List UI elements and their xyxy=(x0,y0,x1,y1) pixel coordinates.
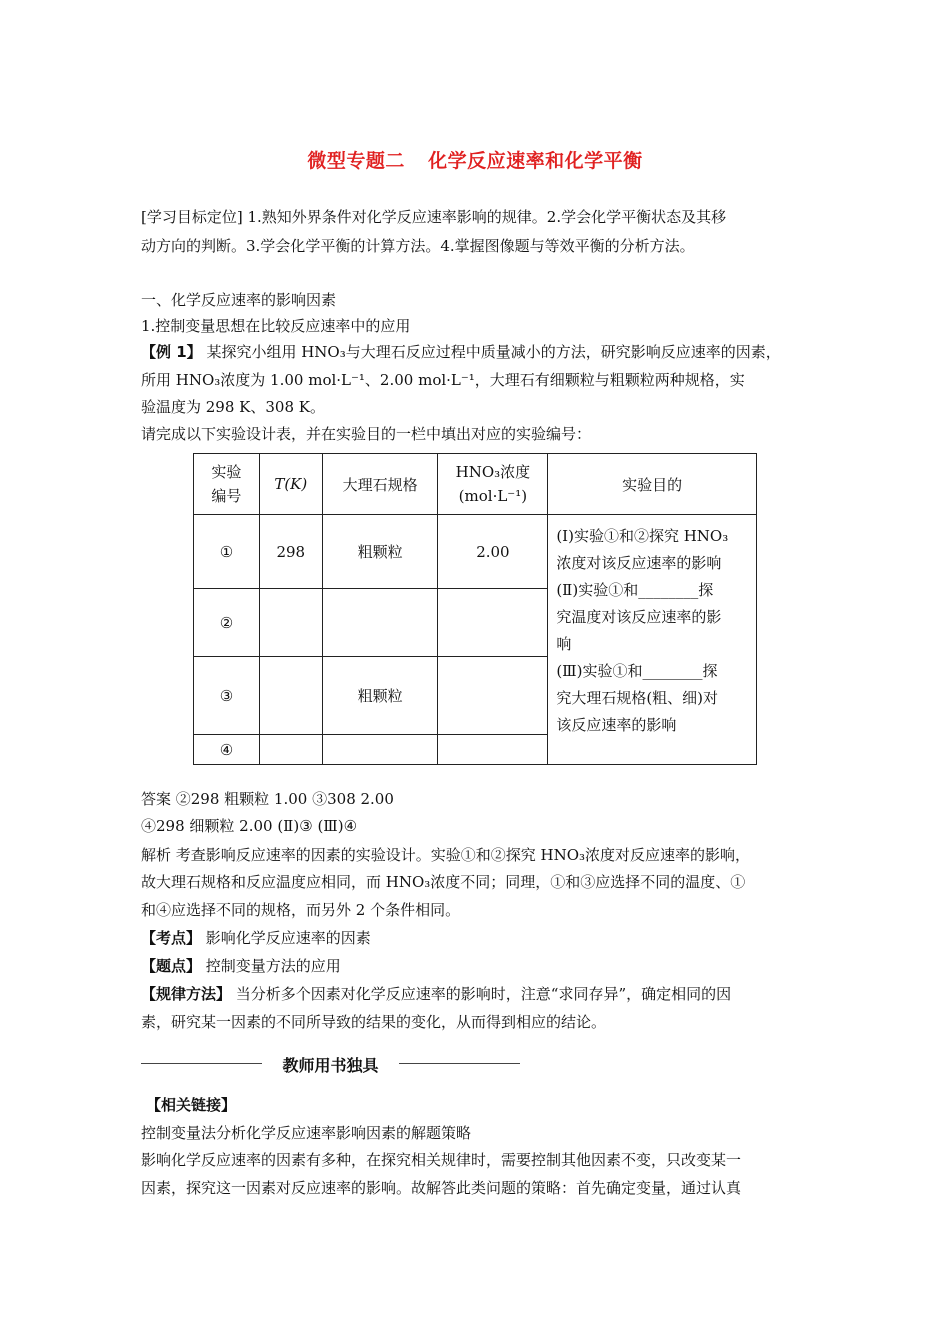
cell-conc xyxy=(438,589,548,657)
table-header-row xyxy=(194,454,757,515)
teacher-banner xyxy=(141,1053,521,1075)
analysis-line2: 故大理石规格和反应温度应相同，而 HNO₃浓度不同；同理，①和③应选择不同的温度、① xyxy=(141,873,746,891)
purpose-line: 响 xyxy=(556,635,572,653)
cell-marble xyxy=(322,735,438,765)
objectives-line1: [学习目标定位] 1.熟知外界条件对化学反应速率影响的规律。2.学会化学平衡状态及其移 xyxy=(141,208,727,226)
experiment-table xyxy=(193,453,757,765)
header-hno3-concentration: HNO₃浓度 (mol·L⁻¹) xyxy=(438,454,548,515)
example-tag: 【例 1】 xyxy=(141,343,202,361)
rule-label: 【规律方法】 xyxy=(141,985,232,1003)
purpose-line: (Ⅱ)实验①和________探 xyxy=(556,581,714,599)
purpose-line: 该反应速率的影响 xyxy=(556,716,677,734)
related-line2: 影响化学反应速率的因素有多种，在探究相关规律时，需要控制其他因素不变，只改变某一 xyxy=(141,1151,742,1169)
related-line1: 控制变量法分析化学反应速率影响因素的解题策略 xyxy=(141,1124,472,1142)
kaodian-text: 影响化学反应速率的因素 xyxy=(201,929,371,947)
cell-no: ① xyxy=(194,515,260,589)
related-line3: 因素，探究这一因素对反应速率的影响。故解答此类问题的策略：首先确定变量，通过认真 xyxy=(141,1179,742,1197)
header-experiment-no: 实验 编号 xyxy=(194,454,260,515)
purpose-line: (Ⅲ)实验①和________探 xyxy=(556,662,718,680)
answer-line1: 答案 ②298 粗颗粒 1.00 ③308 2.00 xyxy=(141,790,394,808)
cell-temp xyxy=(259,589,322,657)
tidian-line xyxy=(141,956,821,976)
cell-marble: 粗颗粒 xyxy=(322,657,438,735)
cell-conc: 2.00 xyxy=(438,515,548,589)
analysis-line3: 和④应选择不同的规格，而另外 2 个条件相同。 xyxy=(141,901,461,919)
cell-no: ③ xyxy=(194,657,260,735)
related-label: 【相关链接】 xyxy=(146,1096,237,1114)
example-line2: 所用 HNO₃浓度为 1.00 mol·L⁻¹、2.00 mol·L⁻¹，大理石有细颗粒与粗颗粒两种规格，实 xyxy=(141,371,745,389)
objectives-line2: 动方向的判断。3.学会化学平衡的计算方法。4.掌握图像题与等效平衡的分析方法。 xyxy=(141,237,695,255)
cell-conc xyxy=(438,657,548,735)
cell-temp xyxy=(259,735,322,765)
rule-line2: 素，研究某一因素的不同所导致的结果的变化，从而得到相应的结论。 xyxy=(141,1013,607,1031)
header-temperature: T(K) xyxy=(259,454,322,515)
example-line1 xyxy=(141,342,821,362)
banner-rule-left xyxy=(141,1063,262,1064)
purpose-line: 究温度对该反应速率的影 xyxy=(556,608,722,626)
example-text1: 某探究小组用 HNO₃与大理石反应过程中质量减小的方法，研究影响反应速率的因素， xyxy=(201,343,781,361)
example-line4: 请完成以下实验设计表，并在实验目的一栏中填出对应的实验编号： xyxy=(141,425,592,443)
banner-text: 教师用书独具 xyxy=(282,1056,379,1075)
page-title xyxy=(0,146,950,173)
cell-marble xyxy=(322,589,438,657)
purpose-line: (Ⅰ)实验①和②探究 HNO₃ xyxy=(556,527,729,545)
tidian-label: 【题点】 xyxy=(141,957,202,975)
table-row xyxy=(194,515,757,589)
rule-text1: 当分析多个因素对化学反应速率的影响时，注意“求同存异”，确定相同的因 xyxy=(231,985,732,1003)
analysis-line1: 解析 考查影响反应速率的因素的实验设计。实验①和②探究 HNO₃浓度对反应速率的影响， xyxy=(141,846,751,864)
purpose-line: 究大理石规格(粗、细)对 xyxy=(556,689,719,707)
kaodian-line xyxy=(141,928,821,948)
header-marble-spec: 大理石规格 xyxy=(322,454,438,515)
cell-marble: 粗颗粒 xyxy=(322,515,438,589)
kaodian-label: 【考点】 xyxy=(141,929,202,947)
answer-line2: ④298 细颗粒 2.00 (Ⅱ)③ (Ⅲ)④ xyxy=(141,817,358,835)
cell-conc xyxy=(438,735,548,765)
section-heading: 一、化学反应速率的影响因素 xyxy=(141,291,337,309)
cell-purpose xyxy=(548,515,757,765)
header-purpose: 实验目的 xyxy=(548,454,757,515)
cell-temp xyxy=(259,657,322,735)
cell-no: ② xyxy=(194,589,260,657)
section-subheading: 1.控制变量思想在比较反应速率中的应用 xyxy=(141,317,411,335)
rule-line1 xyxy=(141,984,821,1004)
title-part2: 化学反应速率和化学平衡 xyxy=(428,150,643,172)
cell-temp: 298 xyxy=(259,515,322,589)
title-part1: 微型专题二 xyxy=(307,150,405,172)
cell-no: ④ xyxy=(194,735,260,765)
example-line3: 验温度为 298 K、308 K。 xyxy=(141,398,325,416)
purpose-line: 浓度对该反应速率的影响 xyxy=(556,554,722,572)
banner-rule-right xyxy=(399,1063,520,1064)
tidian-text: 控制变量方法的应用 xyxy=(201,957,341,975)
